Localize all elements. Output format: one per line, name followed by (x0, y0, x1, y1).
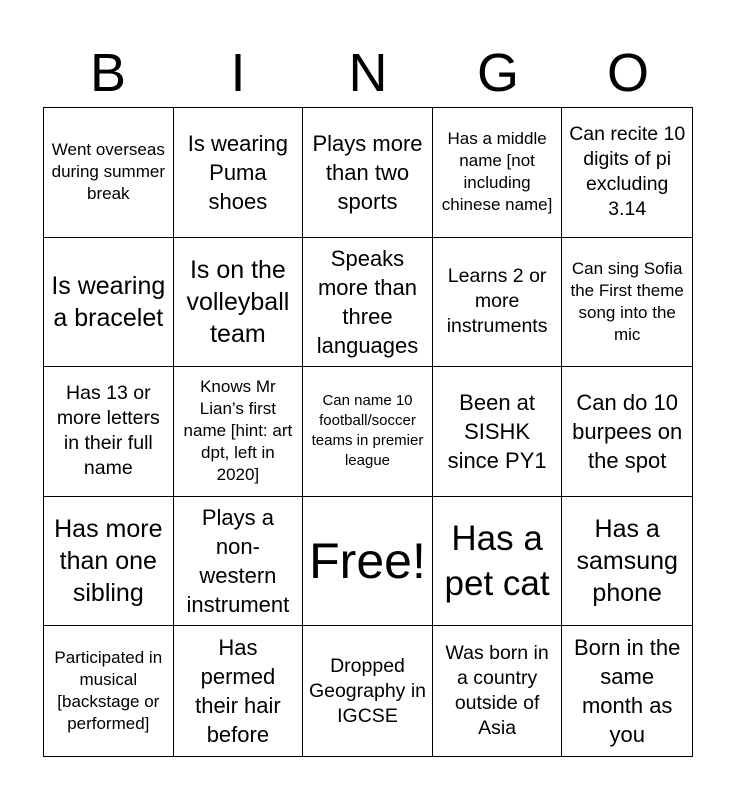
bingo-cell-text: Has a samsung phone (576, 515, 678, 608)
bingo-cell-r4-c1[interactable] (44, 497, 174, 627)
bingo-board (43, 107, 693, 757)
bingo-cell-text: Is wearing a bracelet (51, 271, 166, 332)
bingo-cell-r1-c2[interactable] (174, 108, 304, 238)
bingo-cell-r3-c2[interactable] (174, 367, 304, 497)
bingo-cell-text: Knows Mr Lian’s first name [hint: art dpt, left in 2020] (183, 377, 293, 485)
bingo-cell-r5-c4[interactable] (433, 626, 563, 756)
bingo-cell-text: Been at SISHK since PY1 (447, 389, 547, 473)
bingo-cell-r4-c5[interactable] (562, 497, 692, 627)
bingo-cell-text: Is on the volleyball team (186, 255, 290, 348)
header-letter-i: I (230, 43, 246, 103)
bingo-cell-text: Can name 10 football/soccer teams in premier league (311, 392, 424, 470)
bingo-cell-text: Can do 10 burpees on the spot (572, 389, 683, 473)
header-letter-o: O (606, 43, 649, 103)
header-letter-g: G (476, 43, 519, 103)
bingo-cell-r5-c5[interactable] (562, 626, 692, 756)
bingo-cell-text: Speaks more than three languages (316, 245, 419, 358)
bingo-cell-text: Has a pet cat (444, 519, 550, 604)
bingo-cell-r2-c3[interactable] (303, 238, 433, 368)
bingo-cell-text: Has permed their hair before (195, 635, 281, 748)
header-letter-b: B (89, 43, 127, 103)
bingo-cell-text: Plays more than two sports (312, 130, 423, 214)
bingo-cell-text: Has more than one sibling (54, 515, 163, 608)
bingo-cell-text: Participated in musical [backstage or performed] (54, 648, 163, 734)
bingo-cell-r5-c3[interactable] (303, 626, 433, 756)
bingo-cell-r1-c5[interactable] (562, 108, 692, 238)
bingo-cell-r2-c1[interactable] (44, 238, 174, 368)
bingo-cell-r3-c5[interactable] (562, 367, 692, 497)
bingo-cell-text: Has 13 or more letters in their full name (56, 382, 160, 480)
bingo-cell-r2-c2[interactable] (174, 238, 304, 368)
bingo-cell-text: Went overseas during summer break (51, 140, 165, 204)
bingo-cell-text: Learns 2 or more instruments (446, 265, 548, 338)
header-letter-n: N (348, 43, 388, 103)
bingo-cell-r3-c3[interactable] (303, 367, 433, 497)
bingo-cell-r5-c2[interactable] (174, 626, 304, 756)
bingo-cell-r4-c2[interactable] (174, 497, 304, 627)
bingo-cell-text: Has a middle name [not including chinese name] (441, 129, 553, 215)
bingo-cell-free[interactable] (303, 497, 433, 627)
bingo-cell-r5-c1[interactable] (44, 626, 174, 756)
bingo-cell-r1-c1[interactable] (44, 108, 174, 238)
bingo-cell-r1-c3[interactable] (303, 108, 433, 238)
bingo-cell-text: Born in the same month as you (573, 635, 681, 748)
bingo-cell-text: Can recite 10 digits of pi excluding 3.14 (569, 123, 686, 221)
bingo-cell-r4-c4[interactable] (433, 497, 563, 627)
bingo-cell-r3-c4[interactable] (433, 367, 563, 497)
bingo-cell-text: Can sing Sofia the First theme song into the mic (570, 258, 684, 344)
bingo-cell-text: Plays a non-western instrument (186, 505, 290, 618)
bingo-cell-text: Was born in a country outside of Asia (445, 642, 549, 740)
bingo-cell-r2-c4[interactable] (433, 238, 563, 368)
bingo-cell-r2-c5[interactable] (562, 238, 692, 368)
bingo-cell-text: Is wearing Puma shoes (187, 130, 289, 214)
bingo-cell-text: Dropped Geography in IGCSE (308, 654, 427, 727)
bingo-header (43, 40, 693, 106)
free-space-label: Free! (309, 533, 426, 590)
bingo-cell-r3-c1[interactable] (44, 367, 174, 497)
bingo-cell-r1-c4[interactable] (433, 108, 563, 238)
